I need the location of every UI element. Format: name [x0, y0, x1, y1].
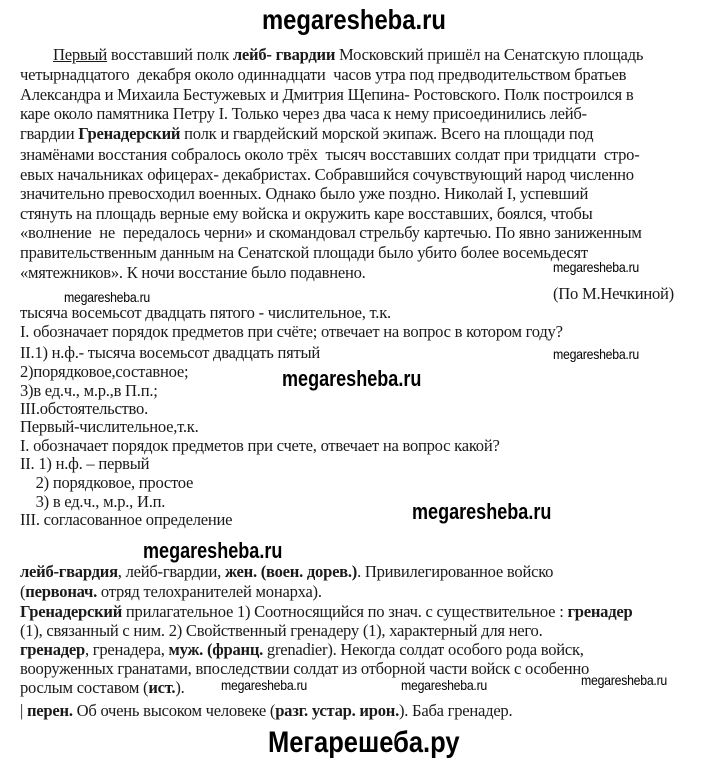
bold-term: гренадер	[20, 640, 85, 659]
analysis-line	[20, 473, 193, 493]
text-segment: Московский пришёл на Сенатскую площадь	[335, 45, 644, 64]
watermark: megaresheba.ru	[553, 259, 640, 275]
text-segment: grenadier). Некогда солдат особого рода войск,	[263, 640, 584, 659]
text-segment: ).	[175, 678, 185, 697]
text-segment: рослым составом (	[20, 678, 149, 697]
text-segment: , лейб-гвардии,	[117, 562, 225, 581]
bold-term: жен. (воен. дорев.)	[224, 562, 358, 581]
passage-line	[20, 223, 642, 243]
analysis-line	[20, 381, 158, 401]
dictionary-line	[20, 621, 542, 641]
bold-term: муж. (франц.	[168, 640, 264, 659]
text-segment: евых начальниках офицерах- декабристах. Собравшийся сочувствующий народ численно	[20, 165, 634, 184]
bold-term: ист.	[148, 678, 176, 697]
text-segment: Александра и Михаила Бестужевых и Дмитрия Щепина- Ростовского. Полк построился в	[20, 85, 634, 104]
analysis-line	[20, 417, 199, 437]
dictionary-line	[20, 701, 512, 721]
analysis-line	[20, 510, 232, 530]
text-segment: 2)порядковое,составное;	[20, 362, 189, 381]
analysis-line	[20, 399, 148, 419]
bold-term: гренадер	[567, 602, 633, 621]
text-segment: 3) в ед.ч., м.р., И.п.	[20, 492, 166, 511]
bold-term: первонач.	[25, 582, 98, 601]
watermark: megaresheba.ru	[143, 538, 283, 563]
attribution: (По М.Нечкиной)	[553, 284, 674, 303]
text-segment: , гренадера,	[84, 640, 169, 659]
watermark: megaresheba.ru	[412, 499, 552, 524]
text-segment: полк и гвардейский морской экипаж. Всего на площади под	[180, 124, 594, 143]
text-segment: «мятежников». К ночи восстание было подавнено.	[20, 263, 366, 282]
site-footer: Мегарешеба.ру	[268, 726, 460, 759]
text-segment: отряд телохранителей монарха).	[97, 582, 322, 601]
text-segment: |	[20, 701, 27, 720]
text-segment: значительно превосходил военных. Однако было уже поздно. Николай I, успевший	[20, 184, 589, 203]
text-segment: II.1) н.ф.- тысяча восемьсот двадцать пятый	[20, 343, 321, 362]
text-segment: Об очень высоком человеке (	[72, 701, 276, 720]
dictionary-line	[20, 562, 553, 582]
text-segment: II. 1) н.ф. – первый	[20, 454, 150, 473]
analysis-line	[20, 343, 320, 363]
text-segment: I. обозначает порядок предметов при счёте; отвечает на вопрос в котором году?	[20, 322, 563, 341]
text-segment: четырнадцатого декабря около одиннадцати часов утра под предводительством братьев	[20, 65, 627, 84]
bold-term: лейб- гвардии	[232, 45, 336, 64]
text-segment: восставший полк	[107, 45, 233, 64]
text-segment: прилагательное 1) Соотносящийся по знач. с существительное :	[122, 602, 568, 621]
text-segment: правительственным данным на Сенатской площади было убито более восемьдесят	[20, 243, 588, 262]
analysis-line	[20, 362, 188, 382]
dictionary-line	[20, 602, 632, 622]
text-segment: I. обозначает порядок предметов при счете, отвечает на вопрос какой?	[20, 436, 500, 455]
dictionary-line	[20, 678, 185, 698]
passage-line	[20, 85, 633, 105]
watermark: megaresheba.ru	[64, 289, 151, 305]
passage-line	[53, 45, 643, 65]
text-segment: (1), связанный с ним. 2) Свойственный гренадеру (1), характерный для него.	[20, 621, 543, 640]
text-segment: ). Баба гренадер.	[398, 701, 513, 720]
bold-term: Гренадерский	[78, 124, 181, 143]
dictionary-line	[20, 659, 589, 679]
text-segment: гвардии	[20, 124, 79, 143]
passage-line	[20, 104, 587, 124]
text-segment: 2) порядковое, простое	[20, 473, 194, 492]
bold-term: перен.	[26, 701, 73, 720]
passage-line	[20, 243, 588, 263]
text-segment: «волнение не передалось черни» и скомандовал стрельбу картечью. По явно заниженным	[20, 223, 642, 242]
analysis-line	[20, 436, 500, 456]
passage-line	[20, 184, 588, 204]
passage-line	[20, 263, 366, 283]
watermark: megaresheba.ru	[581, 672, 668, 688]
text-segment: (	[20, 582, 26, 601]
text-segment: стянуть на площадь верные ему войска и окружить каре восставших, боялся, чтобы	[20, 204, 593, 223]
bold-term: Гренадерский	[20, 602, 122, 621]
bold-term: разг. устар. ирон.	[275, 701, 399, 720]
text-segment: вооруженных гранатами, впоследствии солдат из отборной части войск с особенно	[20, 659, 590, 678]
text-segment: тысяча восемьсот двадцать пятого - числительное, т.к.	[20, 303, 391, 322]
passage-line	[20, 165, 634, 185]
watermark: megaresheba.ru	[282, 366, 422, 391]
text-segment: каре около памятника Петру I. Только через два часа к нему присоединились лейб-	[20, 104, 587, 123]
analysis-line	[20, 303, 391, 323]
watermark: megaresheba.ru	[553, 346, 640, 362]
analysis-line	[20, 492, 165, 512]
dictionary-line	[20, 582, 322, 602]
passage-line	[20, 204, 592, 224]
site-header: megaresheba.ru	[262, 4, 446, 35]
passage-line	[20, 145, 640, 165]
text-segment: 3)в ед.ч., м.р.,в П.п.;	[20, 381, 158, 400]
watermark: megaresheba.ru	[401, 677, 488, 693]
text-segment: III. согласованное определение	[20, 510, 233, 529]
text-segment: III.обстоятельство.	[20, 399, 148, 418]
passage-line	[20, 65, 626, 85]
watermark: megaresheba.ru	[221, 677, 308, 693]
bold-term: лейб-гвардия	[20, 562, 118, 581]
dictionary-line	[20, 640, 584, 660]
text-segment: . Привилегированное войско	[357, 562, 554, 581]
passage-line	[20, 124, 593, 144]
text-segment: знамёнами восстания собралось около трёх тысяч восставших солдат при тридцати стро-	[20, 145, 640, 164]
analysis-line	[20, 454, 149, 474]
text-segment: Первый-числительное,т.к.	[20, 417, 199, 436]
text-segment: Первый	[53, 45, 108, 64]
analysis-line	[20, 322, 563, 342]
